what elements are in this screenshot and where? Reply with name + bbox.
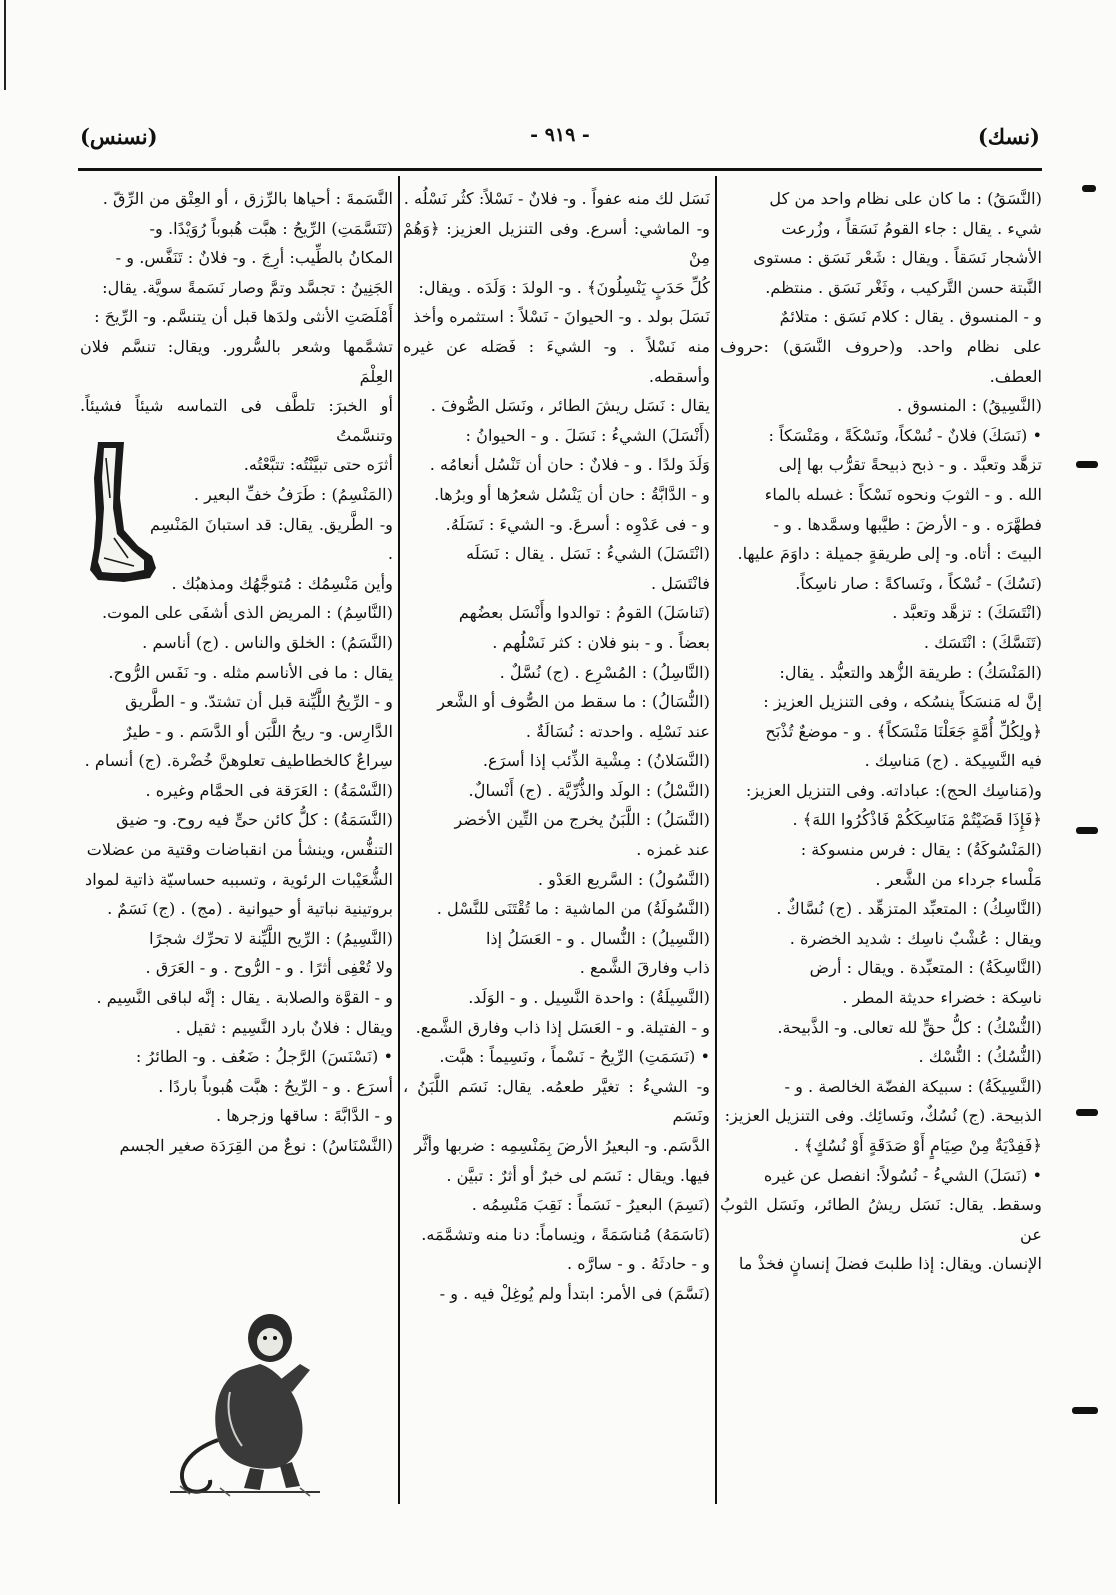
text-line: أسرَع . و - الرِّيحُ : هبَّت هُبوباً باردًا .	[158, 1076, 393, 1096]
text-line: و - الدَّابَّةُ : حان أن يَنْسُل شعرُها أو وبرُها.	[434, 484, 710, 504]
text-line: الإنسان. ويقال: إذا طلبتَ فضلَ إنسانٍ فخذْ ما	[738, 1254, 1042, 1274]
text-line: (نَاسَمَهُ) مُناسَمَةً ، ونِساماً: دنا منه وتشمَّمَه.	[421, 1224, 710, 1244]
text-line: (النَّسِيلُ) : النُّسال . و - العَسَلُ إذا	[485, 928, 710, 948]
text-line: (انْتَسَكَ) : تزهَّد وتعبَّد .	[892, 603, 1042, 623]
text-line: بعضاً . و - بنو فلان : كثر نَسْلُهم .	[492, 632, 710, 652]
text-line: (النُّسْكُ) : كلُّ حقٍّ لله تعالى. و- الذَّبيحة.	[777, 1017, 1042, 1037]
text-line: (نَسُكَ) - نُسْكاً ، ونَساكةً : صار ناسِكاً.	[795, 573, 1042, 593]
text-line: تشمَّمها وشعر بالسُّرور. ويقال: تنسَّم فلان العِلْمَ	[80, 336, 393, 386]
text-line: ويقال : عُشْبٌ ناسِك : شديد الخضرة .	[789, 928, 1042, 948]
text-line: مَلْساء جرداء من الشَّعر .	[875, 869, 1042, 889]
text-line: النَّبتة حسن التَّركيب ، وثَغْر نَسَق . منتظم.	[765, 277, 1042, 297]
text-line: (النَّسَمُ) : الخلق والناس . (ج) أناسم .	[142, 632, 393, 652]
text-line: وَلَدَ ولدًا . و - فلانٌ : حان أن تَنْسُل أنعامُه .	[429, 455, 710, 475]
text-line: ذاب وفارقَ الشَّمع .	[579, 958, 710, 978]
text-line: (النَّسْمَةُ) : العَرَقة فى الحمَّام وغيره .	[145, 780, 393, 800]
text-line: و - فى عَدْوِه : أسرعَ. و- الشيءَ : نَسَلَهُ.	[445, 514, 710, 534]
text-line: (النُّسَالُ) : ما سقط من الصُّوف أو الشَّعر	[437, 692, 710, 712]
text-line: و - المنسوق . يقال : كلام نَسَق : متلائمٌ	[779, 307, 1042, 327]
text-line: (النَّاسِمُ) : المريض الذى أشفَى على الموت.	[102, 603, 393, 623]
text-line: (النَّسِيقُ) : المنسوق .	[897, 396, 1042, 416]
text-line: (النَّسَقُ) : ما كان على نظام واحد من كل	[769, 189, 1042, 208]
text-line: الدَّارِس. و- ريحُ اللَّبَن أو الدَّسَم . و - طيرٌ	[123, 721, 393, 741]
text-line: أَمْلَصَتِ الأنثى ولدَها قبل أن يتنسَّم. و- الرِّيحَ :	[94, 307, 393, 327]
text-line: عند نَسْلِه . واحدته : نُسَالَةٌ .	[525, 721, 710, 741]
text-line: إنَّ له مَنسَكاً ينسُكه ، وفى التنزيل العزيز :	[763, 692, 1042, 712]
text-line: فانْتَسَل .	[650, 573, 710, 593]
text-line: و - القوَّة والصلابة . يقال : إنَّه لباقى النَّسِيم .	[96, 988, 393, 1008]
text-line: و- الشيءُ : تغيَّر طعمُه. يقال: نَسَم اللَّبَنُ ، ونَسَم	[403, 1076, 710, 1126]
text-line: (النَّسَلُ) : اللَّبَنُ يخرج من التِّين الأخضر	[454, 810, 710, 830]
margin-mark	[1072, 1407, 1098, 1414]
text-line: الجَنِينُ : تجسَّد وتمَّ وصار نَسَمةً سويَّة. يقال:	[102, 277, 393, 297]
margin-mark	[1076, 461, 1098, 468]
text-line: (النَّسْنَاسُ) : نوعٌ من القِرَدَة صغير الجسم	[119, 1136, 393, 1155]
text-line: ﴿فَإِذَا قَضَيْتُمْ مَنَاسِكَكُمْ فَاذْكُرُوا اللهَ﴾ .	[792, 810, 1042, 830]
text-line: و- الماشي: أسرع. وفى التنزيل العزيز: ﴿وَهُمْ مِنْ	[403, 218, 710, 268]
page-header	[80, 120, 1040, 166]
text-line: ﴿ولِكُلِّ أُمَّةٍ جَعَلْنَا مَنْسَكاً﴾ . و - موضعٌ تُذْبَح	[765, 721, 1042, 741]
text-line: فيها. ويقال : نَسَم لى خبرٌ أو أثرٌ : تبيَّن .	[446, 1165, 710, 1185]
text-line: عند غمزه .	[636, 840, 710, 860]
text-line: (انْتَسَلَ) الشيءُ : نَسَل . يقال : نَسَلَه	[466, 544, 710, 564]
text-line: • (نَسَمَتِ) الرِّيحُ - نَسْماً ، ونَسِيماً : هبَّت.	[439, 1047, 710, 1067]
text-line: (النَّسِيمُ) : الرِّيح اللَّيِّنة لا تحرِّك شجرًا	[149, 928, 393, 948]
text-line: (النَّاسِكَةُ) : المتعبِّدة . ويقال : أرض	[809, 958, 1042, 978]
text-line: يقال : نَسَل ريشَ الطائر ، ونَسَل الصُّوفَ .	[430, 396, 710, 416]
text-line: (المَنْسِمُ) : طَرَفُ خفِّ البعير .	[193, 484, 393, 504]
text-line: (النَّسِيكَةُ) : سبيكة الفضّة الخالصة . و -	[784, 1076, 1042, 1096]
column-right	[720, 184, 1042, 1504]
text-line: كُلِّ حَدَبٍ يَنْسِلُونَ﴾ . و- الولدَ : وَلَدَه . ويقال:	[418, 277, 710, 297]
text-line: (نَسِمَ) البعيرُ - نَسَماً : نَقِبَ مَنْسِمُه .	[471, 1195, 710, 1215]
text-line: (النَّسِيلَةُ) : واحدة النَّسِيل . و - الوَلَد.	[468, 988, 710, 1008]
text-line: و - حادثَهُ . و - سارَّه .	[566, 1254, 710, 1274]
text-line: على نظام واحد. و(حروف النَّسَق) :حروف العطف.	[720, 336, 1042, 386]
text-line: أثرَه حتى تبيَّنْتُه: تتبَّعْتُه.	[243, 455, 393, 475]
text-line: بروتينية نباتية أو حيوانية . (مج) . (ج) نَسَمٌ .	[107, 899, 393, 919]
text-line: (المَنْسُوكَةُ) : يقال : فرس منسوكة :	[800, 840, 1042, 860]
guide-word-right: (نسك)	[977, 124, 1040, 149]
text-line: و(مَناسِك الحج): عباداته. وفى التنزيل العزيز:	[745, 780, 1042, 800]
text-line: • (نَسَكَ) فلانٌ - نُسْكاً، ونَسْكَةً ، ومَنْسَكاً :	[768, 425, 1042, 445]
text-line: (النَّسَمَةُ) : كلُّ كائن حىٍّ فيه روح. و- ضيق	[116, 810, 393, 830]
text-line: (النَّسُولُ) : السَّريع العَدْو .	[537, 869, 710, 889]
text-line: (أَنْسَلَ) الشيءُ : نَسَلَ . و - الحيوانُ :	[465, 425, 710, 445]
text-line: ولا تُعْفِى أثرًا . و - الرُّوح . و - العَرَق .	[145, 958, 393, 978]
page-number: - ٩١٩ -	[530, 124, 590, 146]
text-line: النَّسَمةَ : أحياها بالرِّزق ، أو العِتْق من الرِّقّ .	[102, 189, 393, 208]
text-line: و - الفتيلة. و - العَسَل إذا ذاب وفارق الشَّمع.	[415, 1017, 710, 1037]
text-line: ويقال : فلانٌ بارد النَّسِيم : ثقيل .	[175, 1017, 393, 1037]
text-line: أو الخبرَ: تلطَّف فى التماسه شيئاً فشيئاً. وتنسَّمتُ	[80, 396, 393, 445]
column-divider	[715, 176, 717, 1504]
text-line: المكانُ بالطِّيب: أرِجَ . و- فلانٌ : تَنَفَّس. و -	[115, 248, 393, 268]
scan-edge-line	[4, 0, 6, 90]
guide-word-left: (نسنس)	[80, 124, 158, 149]
column-middle	[403, 184, 710, 1504]
text-line: و - الرِّيحُ اللَّيِّنة قبل أن تشتدّ. و - الطَّريق	[125, 692, 393, 712]
text-line: الشُّعَيْبات الرئوية ، وتسببه حساسيّة ذاتية لمواد	[85, 869, 393, 889]
monkey-illustration	[160, 1300, 330, 1500]
margin-mark	[1076, 827, 1098, 834]
text-line: الأشجار نَسَقاً . ويقال : شَعْر نَسَق : مستوى	[753, 248, 1042, 268]
camel-foot-illustration	[84, 438, 160, 588]
text-line: (تَناسَلَ) القومُ : توالدوا وأَنْسَل بعضُهم	[458, 603, 710, 623]
text-line: فطهَّرَه . و - الأرضَ : طيَّبها وسمَّدها . و -	[773, 514, 1042, 534]
text-line: (نَسَّمَ) فى الأمر: ابتدأ ولم يُوغِلْ فيه . و -	[439, 1283, 710, 1303]
header-rule	[78, 168, 1042, 171]
text-line: • (نَسَلَ) الشيءُ - نُسُولاً: انفصل عن غيره	[763, 1165, 1042, 1185]
text-line: سِراعٌ كالخطاطيف تعلوهنَّ خُضْرة. (ج) أنسام .	[84, 751, 393, 771]
text-line: نَسَل لك منه عفواً . و- فلانٌ - نَسْلاً: كثُر نَسْلُه .	[403, 189, 710, 208]
text-line: • (نَسْنَسَ) الرَّجلُ : ضَعُف . و- الطائرُ :	[135, 1047, 393, 1067]
text-line: فيه النَّسِيكة . (ج) مَناسِك .	[864, 751, 1042, 771]
column-divider	[398, 176, 400, 1504]
text-line: وسقط. يقال: نَسَل ريشُ الطائر، ونَسَل الثوبُ عن	[720, 1195, 1042, 1244]
text-line: (النَّسَلانُ) : مِشْية الذِّئب إذا أسرَع.	[482, 751, 710, 771]
margin-mark	[1082, 185, 1096, 192]
text-line: ناسِكة : خضراء حديثة المطر .	[842, 988, 1042, 1008]
text-line: (المَنْسَكُ) : طريقة الزُّهد والتعبُّد . يقال:	[779, 662, 1042, 682]
text-line: نَسَلَ بولد . و- الحيوانَ - نَسْلاً : استثمره وأخذ	[413, 307, 710, 327]
text-line: (النَّاسِكُ) : المتعبِّد المتزهِّد . (ج) نُسَّاكٌ .	[776, 899, 1042, 919]
text-line: التنفُّس، وينشأ من انقباضات وقتية من عضلات	[86, 840, 393, 860]
text-line: (تَنَسَّمَتِ) الرِّيحُ : هبَّت هُبوباً رُوَيْدًا. و-	[149, 218, 393, 238]
text-line: منه نَسْلاً . و- الشيءَ : فَصَله عن غيره وأسقطه.	[403, 336, 710, 386]
text-line: يقال : ما فى الأناسم مثله . و- نَفَس الرُّوح.	[108, 662, 393, 682]
text-line: شيء . يقال : جاء القومُ نَسَقاً ، وزُرعت	[781, 218, 1042, 238]
text-line: الله . و - الثوبَ ونحوه نَسْكاً : غسله بالماء	[764, 484, 1042, 504]
text-line: (النَّاسِلُ) : المُسْرِع . (ج) نُسَّلٌ .	[499, 662, 710, 682]
text-line: و - الدَّابَّةَ : ساقها وزجرها .	[215, 1106, 393, 1126]
margin-mark	[1076, 1109, 1098, 1116]
text-line: (النُّسُكُ) : النُّسْك .	[918, 1047, 1042, 1067]
text-line: و- الطَّريق. يقال: قد استبانَ المَنْسِم .	[150, 514, 393, 564]
text-line: (تَنَسَّكَ) : انْتَسَك .	[923, 632, 1042, 652]
text-line: ﴿فَفِدْيَةٌ مِنْ صِيَامٍ أَوْ صَدَقَةٍ أَوْ نُسُكٍ﴾ .	[793, 1136, 1042, 1155]
text-line: وأين مَنْسِمُك : مُتوجَّهُك ومذهبُك .	[171, 573, 393, 593]
text-line: البيتَ : أتاه. و- إلى طريقةٍ جميلة : داوَمَ عليها.	[737, 544, 1042, 564]
text-line: (النَّسُولَةُ) من الماشية : ما تُقْتَنَى للنَّسْل .	[436, 899, 710, 919]
text-line: تزهَّد وتعبَّد . و - ذبح ذبيحةً تقرُّب بها إلى	[778, 455, 1042, 475]
text-line: الذبيحة. (ج) نُسُكٌ، ونَسائِك. وفى التنزيل العزيز:	[724, 1106, 1042, 1126]
text-line: الدَّسَم. و- البعيرُ الأرضَ بِمَنْسِمِه : ضربها وأثَّر	[414, 1136, 710, 1155]
text-line: (النَّسْلُ) : الولَد والذُّرِّيَّة . (ج) أَنْسالٌ.	[468, 780, 710, 800]
